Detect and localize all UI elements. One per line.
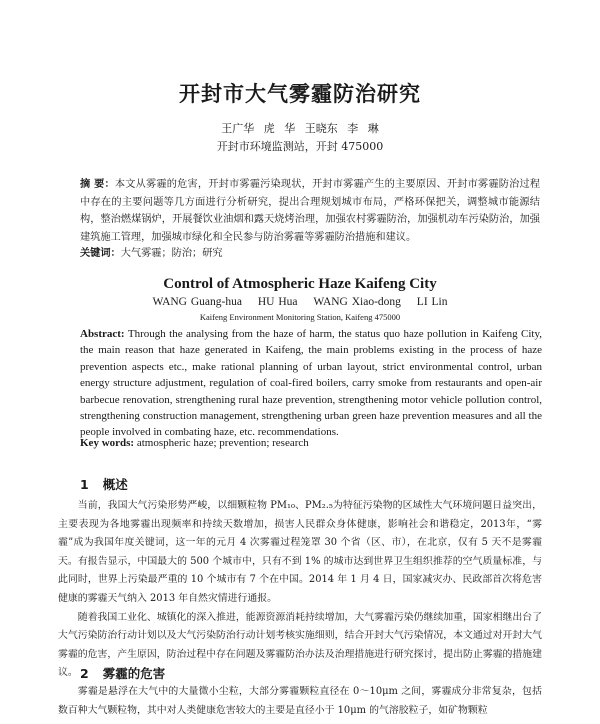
section-heading-2: [80, 664, 540, 682]
section-2-body: [58, 683, 542, 720]
author-cn: 王晓东: [304, 122, 338, 135]
section-1-body: [58, 497, 542, 683]
author-cn: 王广华: [221, 122, 255, 135]
paragraph: 雾霾是悬浮在大气中的大量微小尘粒，大部分雾霾颗粒直径在 0～10μm 之间，雾霾成分非常复杂，包括数百种大气颗粒物，其中对人类健康危害较大的主要是直径小于 10μm 的气溶胶粒子，如矿物颗粒: [58, 686, 542, 716]
abstract-cn: [80, 176, 540, 246]
abstract-cn-label: 摘 要：: [80, 179, 115, 190]
abstract-en-text: Through the analysing from the haze of harm, the status quo haze pollution in Kaifeng City, the main reason that haze generated in Kaifeng, the main problems existing in the process of haze prevention aspects etc., make rational planning of urban layout, strict environmental control, urban energy structure adjustment, regulation of coal-fired boilers, carry smoke from restaurants and open-air barbecue renovation, strengthening rural haze prevention, strengthening motor vehicle pollution control, strengthening construction management, strengthening urban green haze prevention measures and all the people involved in combating haze, etc. recommendations.: [80, 328, 542, 439]
abstract-cn-text: 本文从雾霾的危害，开封市雾霾污染现状，开封市雾霾产生的主要原因、开封市雾霾防治过程中存在的主要问题等几方面进行分析研究，提出合理规划城市布局，严格环保把关，调整城市能源结构，整治燃煤锅炉，开展餐饮业油烟和露天烧烤治理，加强农村雾霾防治，加强机动车污染防治，加强建筑施工管理，加强城市绿化和全民参与防治雾霾等雾霾防治措施和建议。: [80, 179, 540, 243]
affiliation-en: Kaifeng Environment Monitoring Station, Kaifeng 475000: [199, 312, 401, 322]
section-number: 2: [80, 666, 89, 681]
section-number: 1: [80, 477, 89, 492]
paragraph: 随着我国工业化、城镇化的深入推进，能源资源消耗持续增加，大气雾霾污染仍继续加重，国家相继出台了大气污染防治行动计划以及大气污染防治行动计划考核实施细则，结合开封大气污染情况，本文通过对开封大气雾霾的危害，产生原因，防治过程中存在问题及雾霾防治办法及治理措施进行研究探讨，提出防止雾霾的措施建议。: [58, 611, 542, 679]
abstract-en-label: Abstract:: [80, 328, 125, 340]
author-cn: 虎 华: [263, 122, 296, 135]
author-en: WANG Guang-hua: [152, 296, 242, 308]
paragraph: 当前，我国大气污染形势严峻，以细颗粒物 PM₁₀、PM₂.₅为特征污染物的区域性大气环境问题日益突出，主要表现为各地雾霾出现频率和持续天数增加，损害人民群众身体健康，影响社会和谐稳定，2013年，“雾霾”成为我国年度关键词，这一年的元月 4 次雾霾过程笼罩 30 个省（区、市），在北京，仅有 5 天不是雾霾天。有报告显示，中国最大的 500 个城市中，只有不到 1% 的城市达到世界卫生组织推荐的空气质量标准，与此同时，世界上污染最严重的 10 个城市有 7 个在中国。2014 年 1 月 4 日，国家减灾办、民政部首次将危害健康的雾霾天气纳入 2013 年自然灾情进行通报。: [58, 500, 542, 604]
keywords-en: [80, 435, 542, 451]
author-cn: 李 琳: [347, 122, 379, 135]
keywords-en-label: Key words:: [80, 437, 135, 449]
section-title: 雾霾的危害: [102, 666, 166, 681]
authors-cn: [0, 120, 600, 136]
keywords-cn-text: 大气雾霾；防治；研究: [120, 248, 223, 259]
keywords-en-text: atmospheric haze; prevention; research: [136, 437, 309, 449]
keywords-cn-label: 关键词：: [80, 248, 121, 259]
paper-title-en: Control of Atmospheric Haze Kaifeng City: [163, 276, 437, 292]
paper-title-cn: 开封市大气雾霾防治研究: [179, 82, 421, 106]
section-heading-1: [80, 475, 540, 493]
authors-en: [0, 296, 600, 308]
abstract-en: [80, 326, 542, 441]
section-title: 概述: [102, 477, 128, 492]
affiliation-cn: 开封市环境监测站，开封 475000: [216, 140, 384, 153]
author-en: HU Hua: [257, 296, 298, 308]
author-en: LI Lin: [416, 296, 448, 308]
keywords-cn: [80, 246, 540, 262]
author-en: WANG Xiao-dong: [313, 296, 401, 308]
